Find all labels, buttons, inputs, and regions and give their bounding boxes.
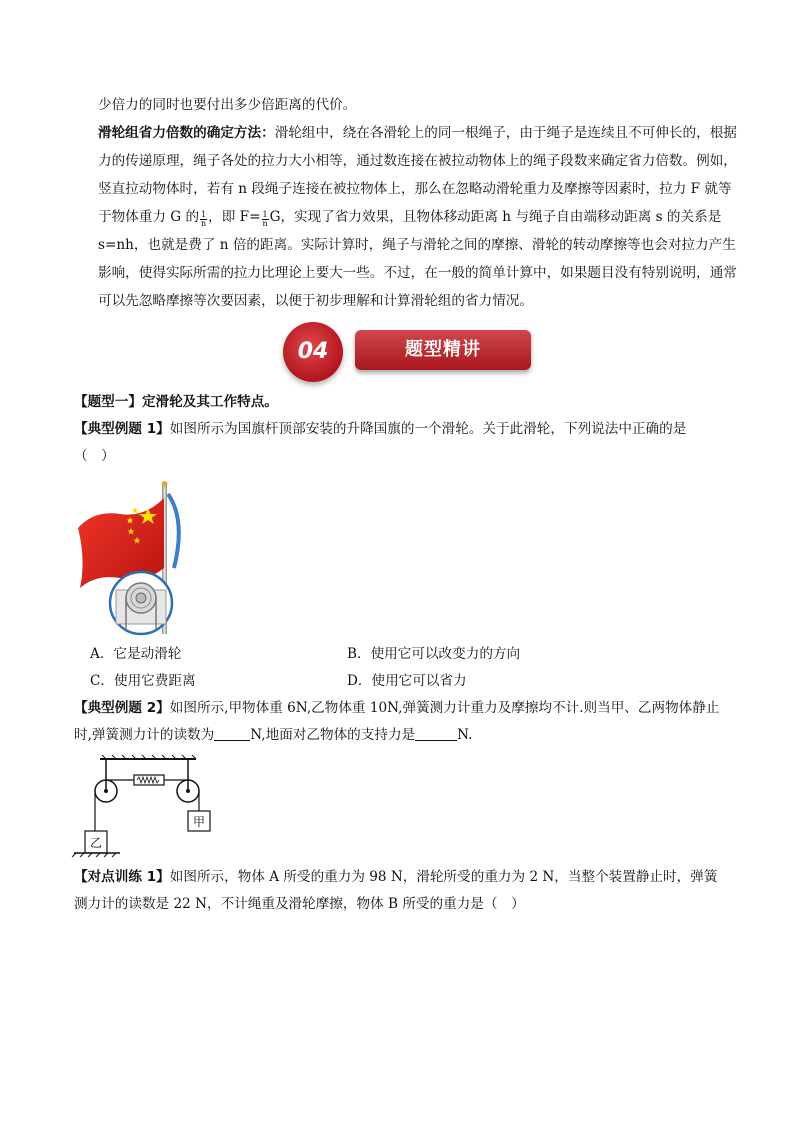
- example1-text: 如图所示为国旗杆顶部安装的升降国旗的一个滑轮。关于此滑轮，下列说法中正确的是: [169, 421, 687, 437]
- pole-top: [162, 481, 168, 487]
- example2-text-4: N.: [457, 727, 473, 743]
- box-jia-label: 甲: [192, 815, 206, 829]
- example1-question: [74, 419, 686, 439]
- fraction: [262, 211, 269, 228]
- option-d[interactable]: D．使用它可以省力: [347, 673, 467, 689]
- option-c[interactable]: C．使用它费距离: [90, 673, 196, 689]
- example2-question: [74, 698, 719, 718]
- method-label: 滑轮组省力倍数的确定方法：: [98, 125, 275, 141]
- fraction-denominator: n: [262, 219, 268, 228]
- example1-paren: （ ）: [74, 448, 115, 464]
- fraction-numerator: 1: [201, 210, 207, 219]
- answer-blank-1[interactable]: [214, 726, 250, 741]
- training1-text: 如图所示，物体 A 所受的重力为 98 N，滑轮所受的重力为 2 N，当整个装置静止时，弹簧: [169, 869, 718, 885]
- type1-title: 【题型一】定滑轮及其工作特点。: [74, 394, 278, 410]
- training1-question-2: 测力计的读数是 22 N，不计绳重及滑轮摩擦，物体 B 所受的重力是（ ）: [74, 896, 525, 912]
- example2-label: 【典型例题 2】: [74, 700, 170, 716]
- method-paragraph: [98, 119, 738, 315]
- fraction-numerator: 1: [262, 210, 268, 219]
- answer-blank-2[interactable]: [415, 726, 457, 741]
- method-text-3: G，实现了省力效果，且物体移动距离 h 与绳子自由端移动距离 s 的关系是 s=nh，也就是费了 n 倍的距离。实际计算时，绳子与滑轮之间的摩擦、滑轮的转动摩擦等也会对拉力产生影响，使得实际所需的拉力比理论上要大一些。不过，在一般的简单计算中，如果题目没有特别说明，通常可以先忽略摩擦等次要因素，以便于初步理解和计算滑轮组的省力情况。: [98, 209, 737, 309]
- intro-paragraph: [98, 91, 738, 315]
- small-star: [132, 507, 139, 514]
- example1-label: 【典型例题 1】: [74, 421, 170, 437]
- example2-question-2: [74, 725, 473, 745]
- example2-text: 如图所示,甲物体重 6N,乙物体重 10N,弹簧测力计重力及摩擦均不计.则当甲、乙两物体静止: [169, 700, 720, 716]
- training1-question: [74, 867, 717, 887]
- box-yi-label: 乙: [89, 836, 103, 850]
- pulley-axle: [136, 593, 146, 603]
- option-a[interactable]: A．它是动滑轮: [90, 646, 182, 662]
- training1-label: 【对点训练 1】: [74, 869, 170, 885]
- method-text-2: ，即 F=: [208, 209, 261, 225]
- section-number: 04: [297, 339, 329, 364]
- example2-text-3: N,地面对乙物体的支持力是: [250, 727, 416, 743]
- section-title: 题型精讲: [405, 339, 481, 360]
- flag-pulley-figure: [74, 480, 184, 635]
- fraction: [200, 211, 207, 228]
- fraction-denominator: n: [201, 219, 207, 228]
- option-b[interactable]: B．使用它可以改变力的方向: [347, 646, 521, 662]
- method-text: 滑轮组中，绕在各滑轮上的同一根绳子，由于绳子是连续且不可伸长的，根据力的传递原理，绳子各处的拉力大小相等，通过数连接在被拉动物体上的绳子段数来确定省力倍数。例如，竖直拉动物体时，若有 n 段绳子连接在被拉物体上，那么在忽略动滑轮重力及摩擦等因素时，拉力 F 就等于物体重力 G 的: [98, 125, 737, 225]
- pulley-system-figure: [72, 755, 212, 860]
- section-banner: [283, 322, 535, 382]
- intro-line: 少倍力的同时也要付出多少倍距离的代价。: [98, 97, 357, 113]
- pulley-rope: [168, 494, 179, 568]
- example2-text-2: 时,弹簧测力计的读数为: [74, 727, 215, 743]
